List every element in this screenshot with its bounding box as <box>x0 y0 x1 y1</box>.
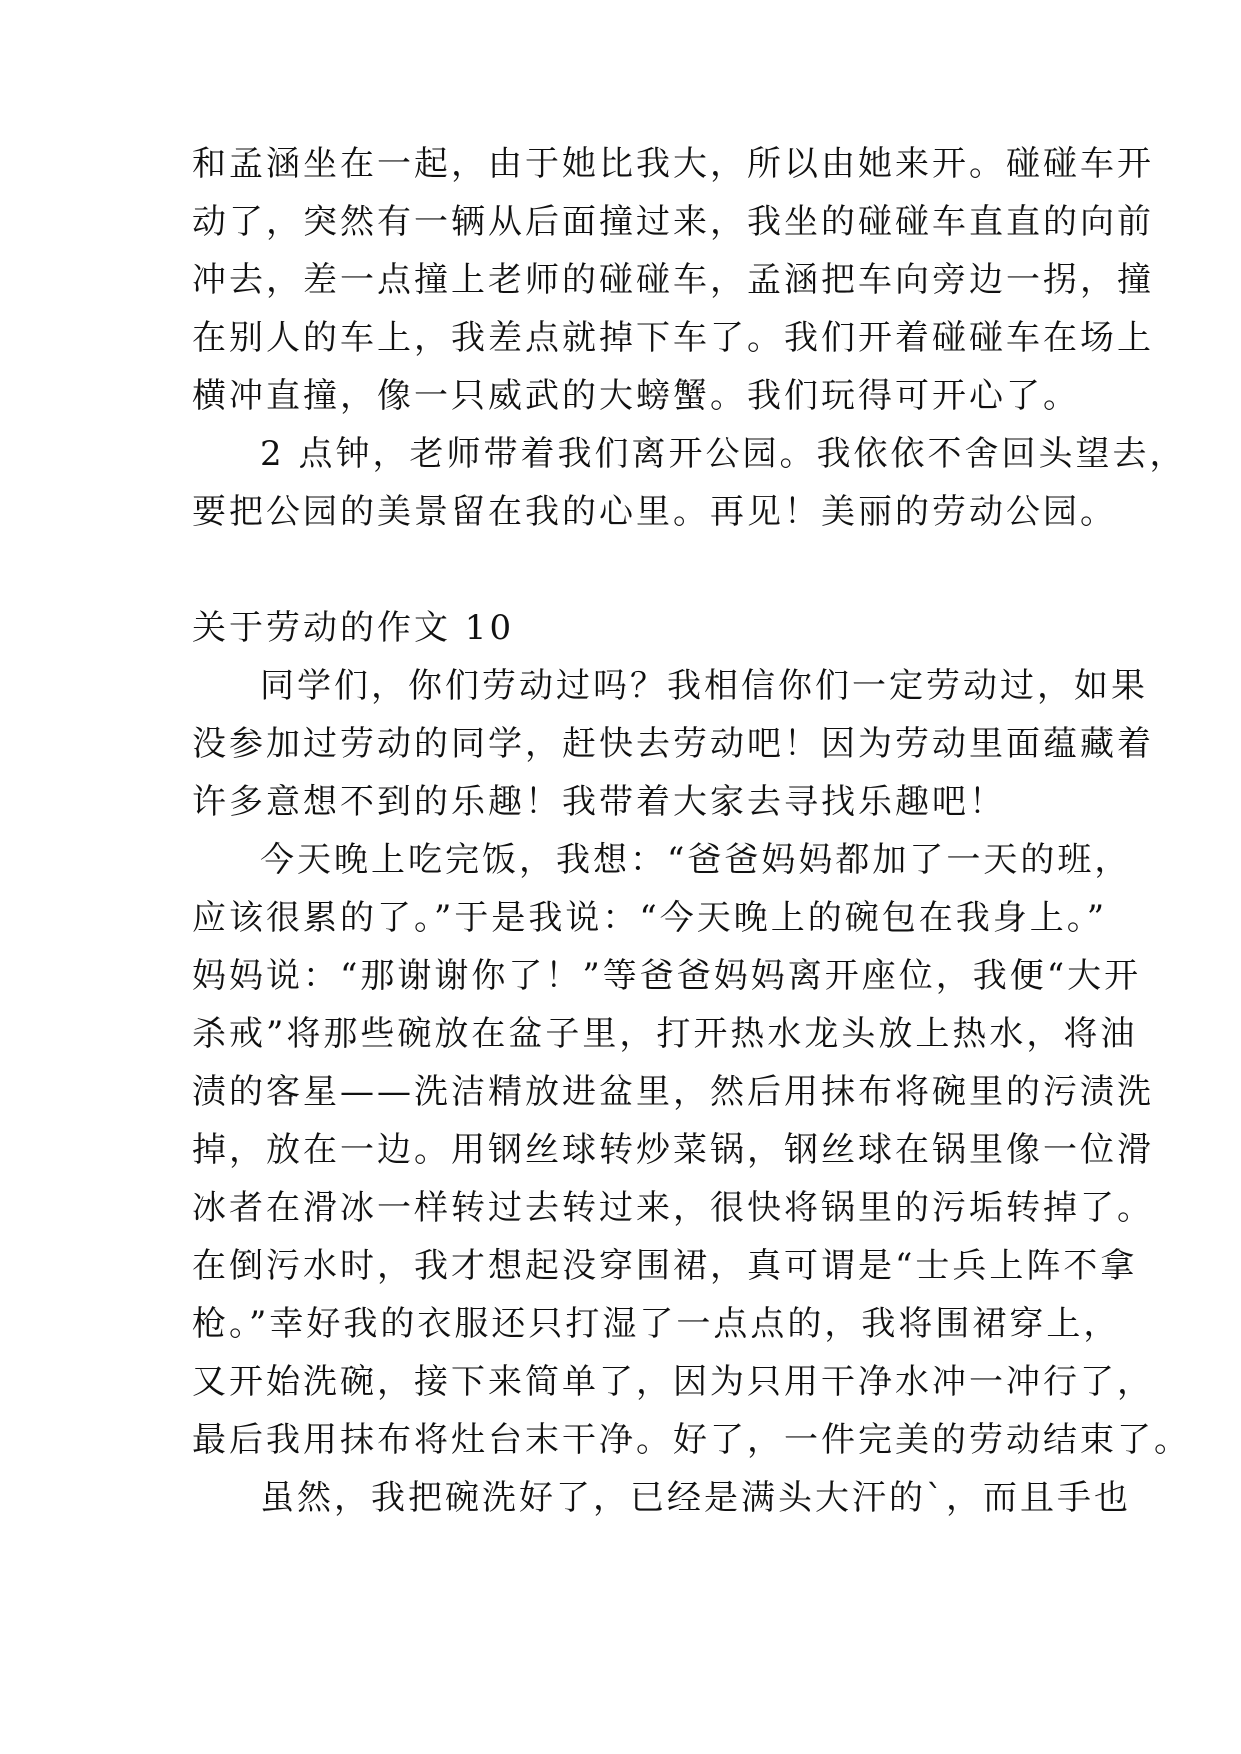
text-line: 要把公园的美景留在我的心里。再见！美丽的劳动公园。 <box>192 492 1117 532</box>
text-line: 枪。”幸好我的衣服还只打湿了一点点的，我将围裙穿上， <box>192 1304 1121 1344</box>
text-line: 冰者在滑冰一样转过去转过来，很快将锅里的污垢转掉了。 <box>192 1188 1154 1228</box>
text-line: 横冲直撞，像一只威武的大螃蟹。我们玩得可开心了。 <box>192 376 1080 416</box>
text-line: 应该很累的了。”于是我说：“今天晚上的碗包在我身上。” <box>192 898 1108 938</box>
text-line: 动了，突然有一辆从后面撞过来，我坐的碰碰车直直的向前 <box>192 202 1154 242</box>
text-line: 和孟涵坐在一起，由于她比我大，所以由她来开。碰碰车开 <box>192 144 1154 184</box>
text-line: 许多意想不到的乐趣！我带着大家去寻找乐趣吧！ <box>192 782 1006 822</box>
text-line: 渍的客星——洗洁精放进盆里，然后用抹布将碗里的污渍洗 <box>192 1072 1154 1112</box>
text-line: 掉，放在一边。用钢丝球转炒菜锅，钢丝球在锅里像一位滑 <box>192 1130 1154 1170</box>
text-line: 在别人的车上，我差点就掉下车了。我们开着碰碰车在场上 <box>192 318 1154 358</box>
text-line: 冲去，差一点撞上老师的碰碰车，孟涵把车向旁边一拐，撞 <box>192 260 1154 300</box>
text-line: 没参加过劳动的同学，赶快去劳动吧！因为劳动里面蕴藏着 <box>192 724 1154 764</box>
text-line: 在倒污水时，我才想起没穿围裙，真可谓是“士兵上阵不拿 <box>192 1246 1138 1286</box>
text-line: 虽然，我把碗洗好了，已经是满头大汗的`，而且手也 <box>260 1478 1131 1518</box>
text-line: 妈妈说：“那谢谢你了！”等爸爸妈妈离开座位，我便“大开 <box>192 956 1142 996</box>
text-line: 同学们，你们劳动过吗？我相信你们一定劳动过，如果 <box>260 666 1148 706</box>
text-line: 又开始洗碗，接下来简单了，因为只用干净水冲一冲行了， <box>192 1362 1154 1402</box>
text-line: 今天晚上吃完饭，我想：“爸爸妈妈都加了一天的班， <box>260 840 1132 880</box>
text-line: 最后我用抹布将灶台末干净。好了，一件完美的劳动结束了。 <box>192 1420 1191 1460</box>
section-heading: 关于劳动的作文 10 <box>192 608 515 648</box>
text-line: 杀戒”将那些碗放在盆子里，打开热水龙头放上热水，将油 <box>192 1014 1138 1054</box>
text-line: 2 点钟，老师带着我们离开公园。我依依不舍回头望去， <box>260 434 1187 474</box>
